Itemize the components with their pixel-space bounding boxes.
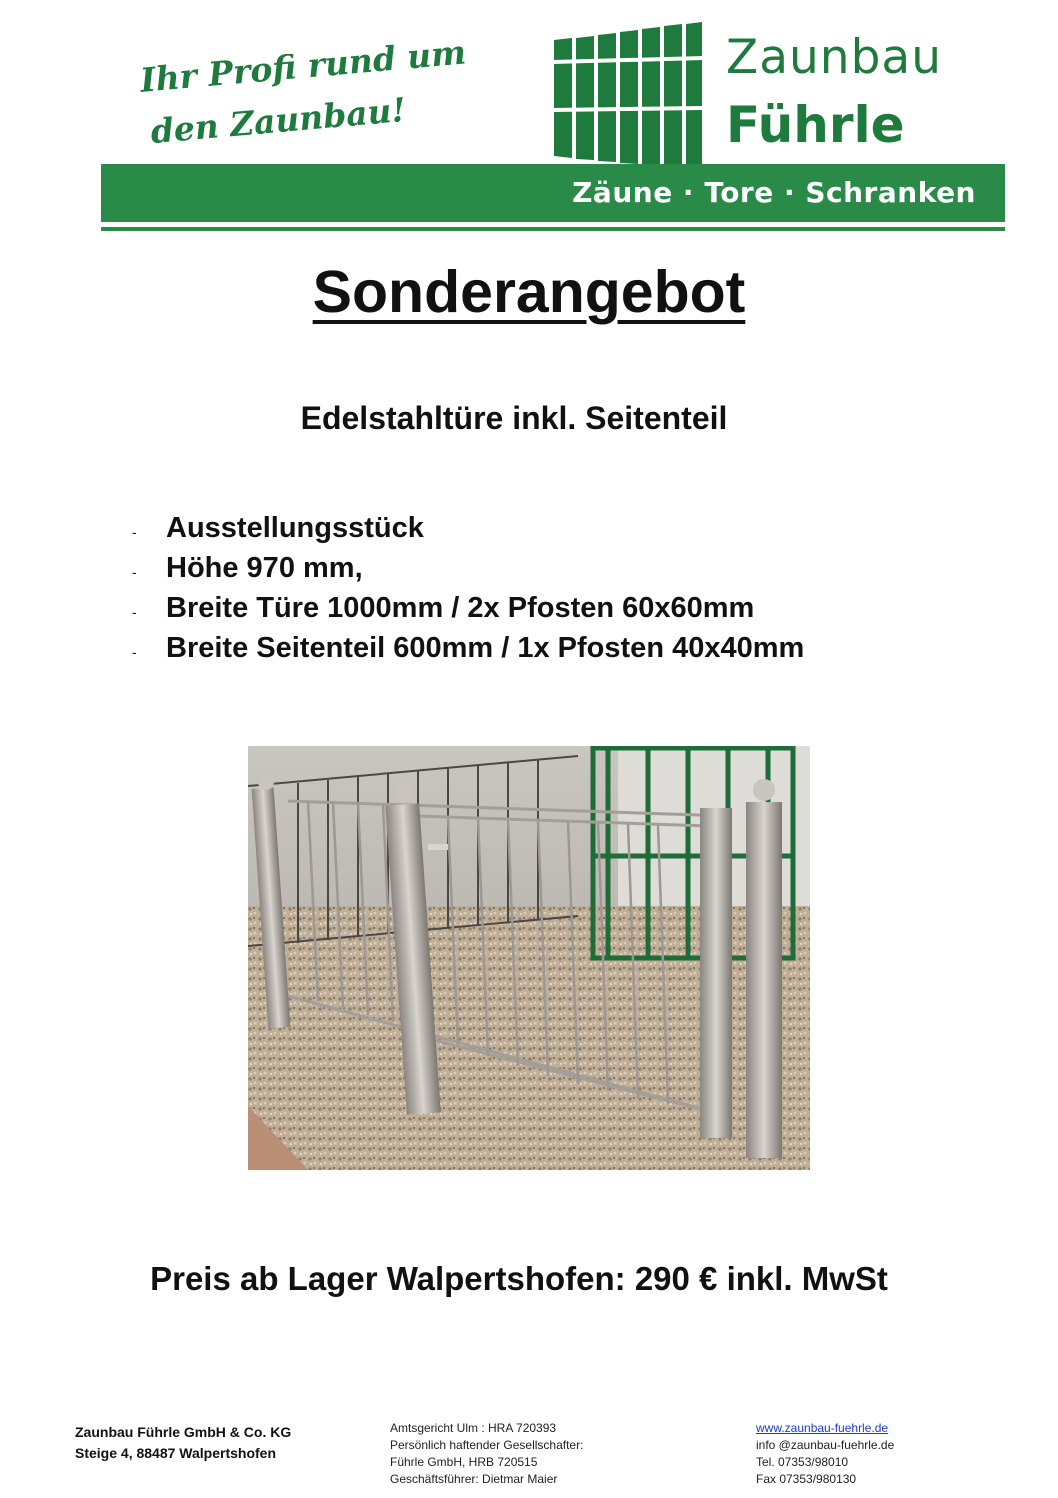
company-address: Steige 4, 88487 Walpertshofen [75, 1445, 276, 1461]
product-subtitle: Edelstahltüre inkl. Seitenteil [300, 400, 728, 436]
fence-logo-icon [552, 22, 704, 178]
price: Preis ab Lager Walpertshofen: 290 € inkl. MwSt [150, 1260, 888, 1297]
bullet: - [132, 644, 137, 660]
footer [0, 1418, 1058, 1498]
list-item [132, 628, 804, 668]
header-banner [0, 0, 1058, 240]
footer-legal [390, 1420, 583, 1488]
tagline: Zäune · Tore · Schranken [572, 176, 976, 209]
product-photo [248, 746, 810, 1170]
legal-line: Persönlich haftender Gesellschafter: [390, 1438, 584, 1452]
fax-text: Fax 07353/980130 [756, 1472, 857, 1486]
footer-company [75, 1422, 291, 1464]
page-title: Sonderangebot [312, 259, 746, 325]
slogan-line: den Zaunbau! [149, 89, 408, 152]
legal-line: Geschäftsführer: Dietmar Maier [390, 1472, 558, 1486]
list-item [132, 508, 804, 548]
feature-text: Breite Seitenteil 600mm / 1x Pfosten 40x40mm [166, 631, 805, 664]
slogan-line: Ihr Profi rund um [138, 32, 468, 100]
list-item [132, 548, 804, 588]
list-item [132, 588, 804, 628]
feature-list [132, 508, 804, 668]
brand-name-line1: Zaunbau [726, 30, 942, 85]
bullet: - [132, 604, 137, 620]
bullet: - [132, 524, 137, 540]
slogan [138, 22, 526, 159]
phone-text: Tel. 07353/98010 [756, 1455, 849, 1469]
email-text: info @zaunbau-fuehrle.de [756, 1438, 895, 1452]
feature-text: Ausstellungsstück [166, 511, 424, 544]
legal-line: Amtsgericht Ulm : HRA 720393 [390, 1421, 557, 1435]
feature-text: Höhe 970 mm, [166, 551, 363, 584]
website-link[interactable]: www.zaunbau-fuehrle.de [756, 1421, 889, 1435]
company-name: Zaunbau Führle GmbH & Co. KG [75, 1424, 292, 1440]
feature-text: Breite Türe 1000mm / 2x Pfosten 60x60mm [166, 591, 755, 624]
brand-name-line2: Führle [726, 96, 905, 154]
footer-contact [756, 1420, 894, 1488]
divider [101, 227, 1005, 231]
legal-line: Führle GmbH, HRB 720515 [390, 1455, 538, 1469]
bullet: - [132, 564, 137, 580]
